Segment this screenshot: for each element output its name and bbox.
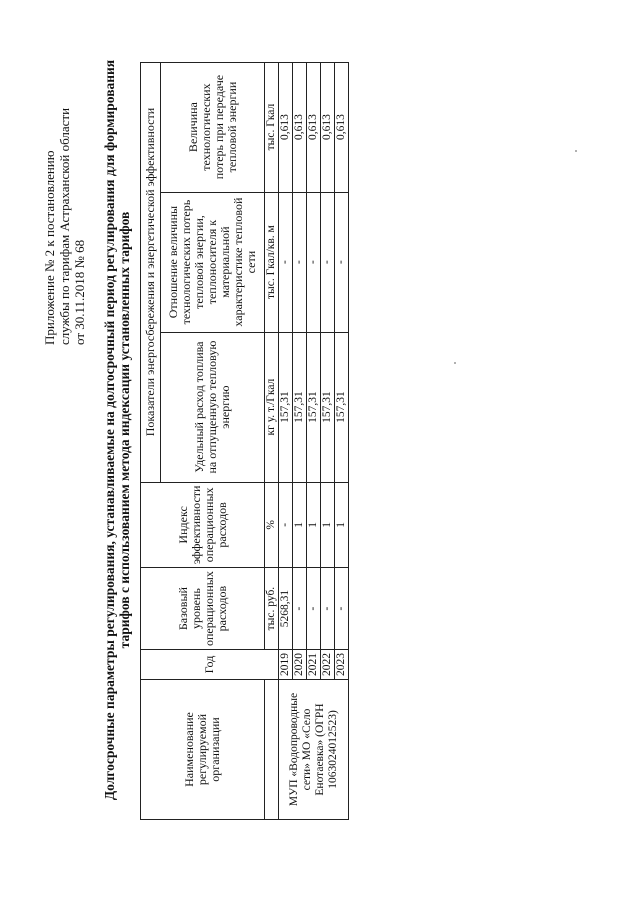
cell-loss-value: 0,613 [321,62,335,192]
cell-loss-ratio: - [321,192,335,332]
header-organization: Наименование регулируемой организации [141,680,265,820]
units-row [265,62,279,819]
cell-efficiency-index: 1 [293,482,307,568]
header-base-level: Базовый уровень операционных расходов [141,568,265,650]
header-energy-group: Показатели энергосбережения и энергетической эффективности [141,62,161,482]
header-year: Год [141,650,279,680]
header-fuel-rate: Удельный расход топлива на отпущенную тепловую энергию [161,332,265,482]
table-row [279,62,293,819]
cell-efficiency-index: 1 [321,482,335,568]
cell-fuel-rate: 157,31 [279,332,293,482]
cell-efficiency-index: 1 [307,482,321,568]
cell-base-level: - [307,568,321,650]
header-loss-ratio: Отношение величины технологических потерь тепловой энергии, теплоносителя к материальной характеристике тепловой сети [161,192,265,332]
organization-name: МУП «Водопроводные сети» МО «Село Енотаевка» (ОГРН 1063024012523) [279,680,349,820]
cell-loss-value: 0,613 [335,62,349,192]
cell-base-level: 5268,31 [279,568,293,650]
cell-loss-value: 0,613 [279,62,293,192]
units-organization [265,680,279,820]
cell-fuel-rate: 157,31 [335,332,349,482]
cell-year: 2021 [307,650,321,680]
header-loss-value: Величина технологических потерь при передаче тепловой энергии [161,62,265,192]
cell-efficiency-index: - [279,482,293,568]
cell-fuel-rate: 157,31 [307,332,321,482]
unit-base-level: тыс. руб. [265,568,279,650]
title-line: тарифов с использованием метода индексации установленных тарифов [117,211,132,649]
appendix-note [42,45,87,345]
cell-fuel-rate: 157,31 [293,332,307,482]
cell-fuel-rate: 157,31 [321,332,335,482]
cell-loss-ratio: - [293,192,307,332]
cell-year: 2022 [321,650,335,680]
unit-loss-value: тыс. Гкал [265,62,279,192]
cell-loss-ratio: - [335,192,349,332]
unit-efficiency-index: % [265,482,279,568]
unit-loss-ratio: тыс. Гкал/кв. м [265,192,279,332]
cell-efficiency-index: 1 [335,482,349,568]
unit-fuel-rate: кг у. т./Гкал [265,332,279,482]
appendix-line: от 30.11.2018 № 68 [72,239,87,345]
cell-loss-value: 0,613 [307,62,321,192]
document-title [102,15,132,845]
appendix-line: службы по тарифам Астраханской области [57,107,72,345]
cell-year: 2019 [279,650,293,680]
header-row [141,62,161,819]
parameters-table [140,62,349,820]
cell-year: 2023 [335,650,349,680]
cell-loss-ratio: - [279,192,293,332]
cell-loss-value: 0,613 [293,62,307,192]
cell-loss-ratio: - [307,192,321,332]
appendix-line: Приложение № 2 к постановлению [42,150,57,345]
header-efficiency-index: Индекс эффективности операционных расходов [141,482,265,568]
cell-base-level: - [321,568,335,650]
cell-year: 2020 [293,650,307,680]
cell-base-level: - [335,568,349,650]
title-line: Долгосрочные параметры регулирования, устанавливаемые на долгосрочный период регулирования для формирования [102,59,117,801]
cell-base-level: - [293,568,307,650]
